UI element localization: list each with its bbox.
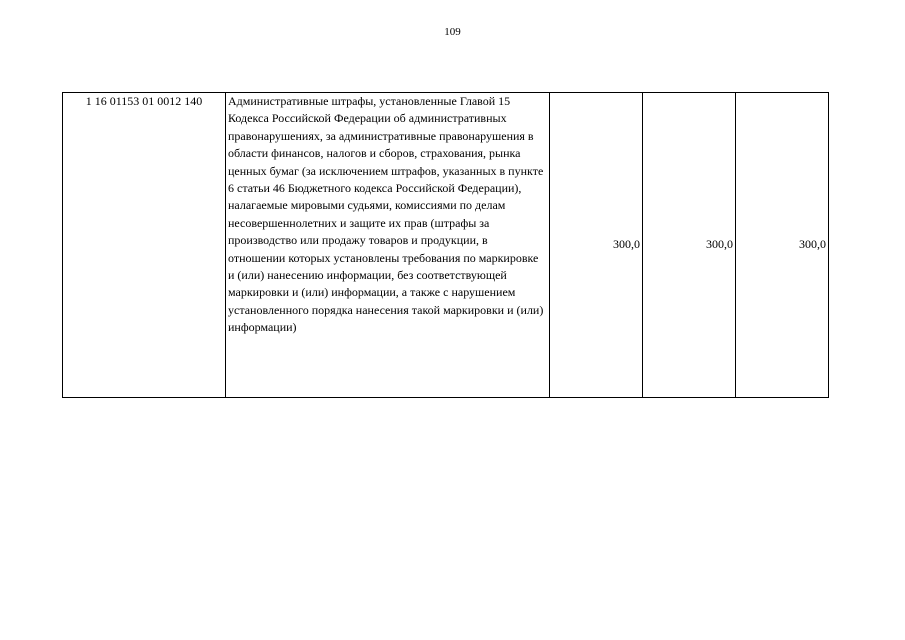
classification-code-cell: 1 16 01153 01 0012 140 [63,93,226,398]
amount-cell-year-1: 300,0 [550,93,643,398]
page-number: 109 [444,26,461,38]
amount-cell-year-2: 300,0 [643,93,736,398]
description-cell: Административные штрафы, установленные Главой 15 Кодекса Российской Федерации об административных правонарушениях, за административные правонарушения в области финансов, налогов и сборов, страхования, рынка ценных бумаг (за исключением штрафов, указанных в пункте 6 статьи 46 Бюджетного кодекса Российской Федерации), налагаемые мировыми судьями, комиссиями по делам несовершеннолетних и защите их прав (штрафы за производство или продажу товаров и продукции, в отношении которых установлены требования по маркировке и (или) нанесению информации, без соответствующей маркировки и (или) информации, а также с нарушением установленного порядка нанесения такой маркировки и (или) информации) [226,93,550,398]
amount-cell-year-3: 300,0 [736,93,829,398]
budget-table [62,92,829,398]
table-row [63,93,829,398]
